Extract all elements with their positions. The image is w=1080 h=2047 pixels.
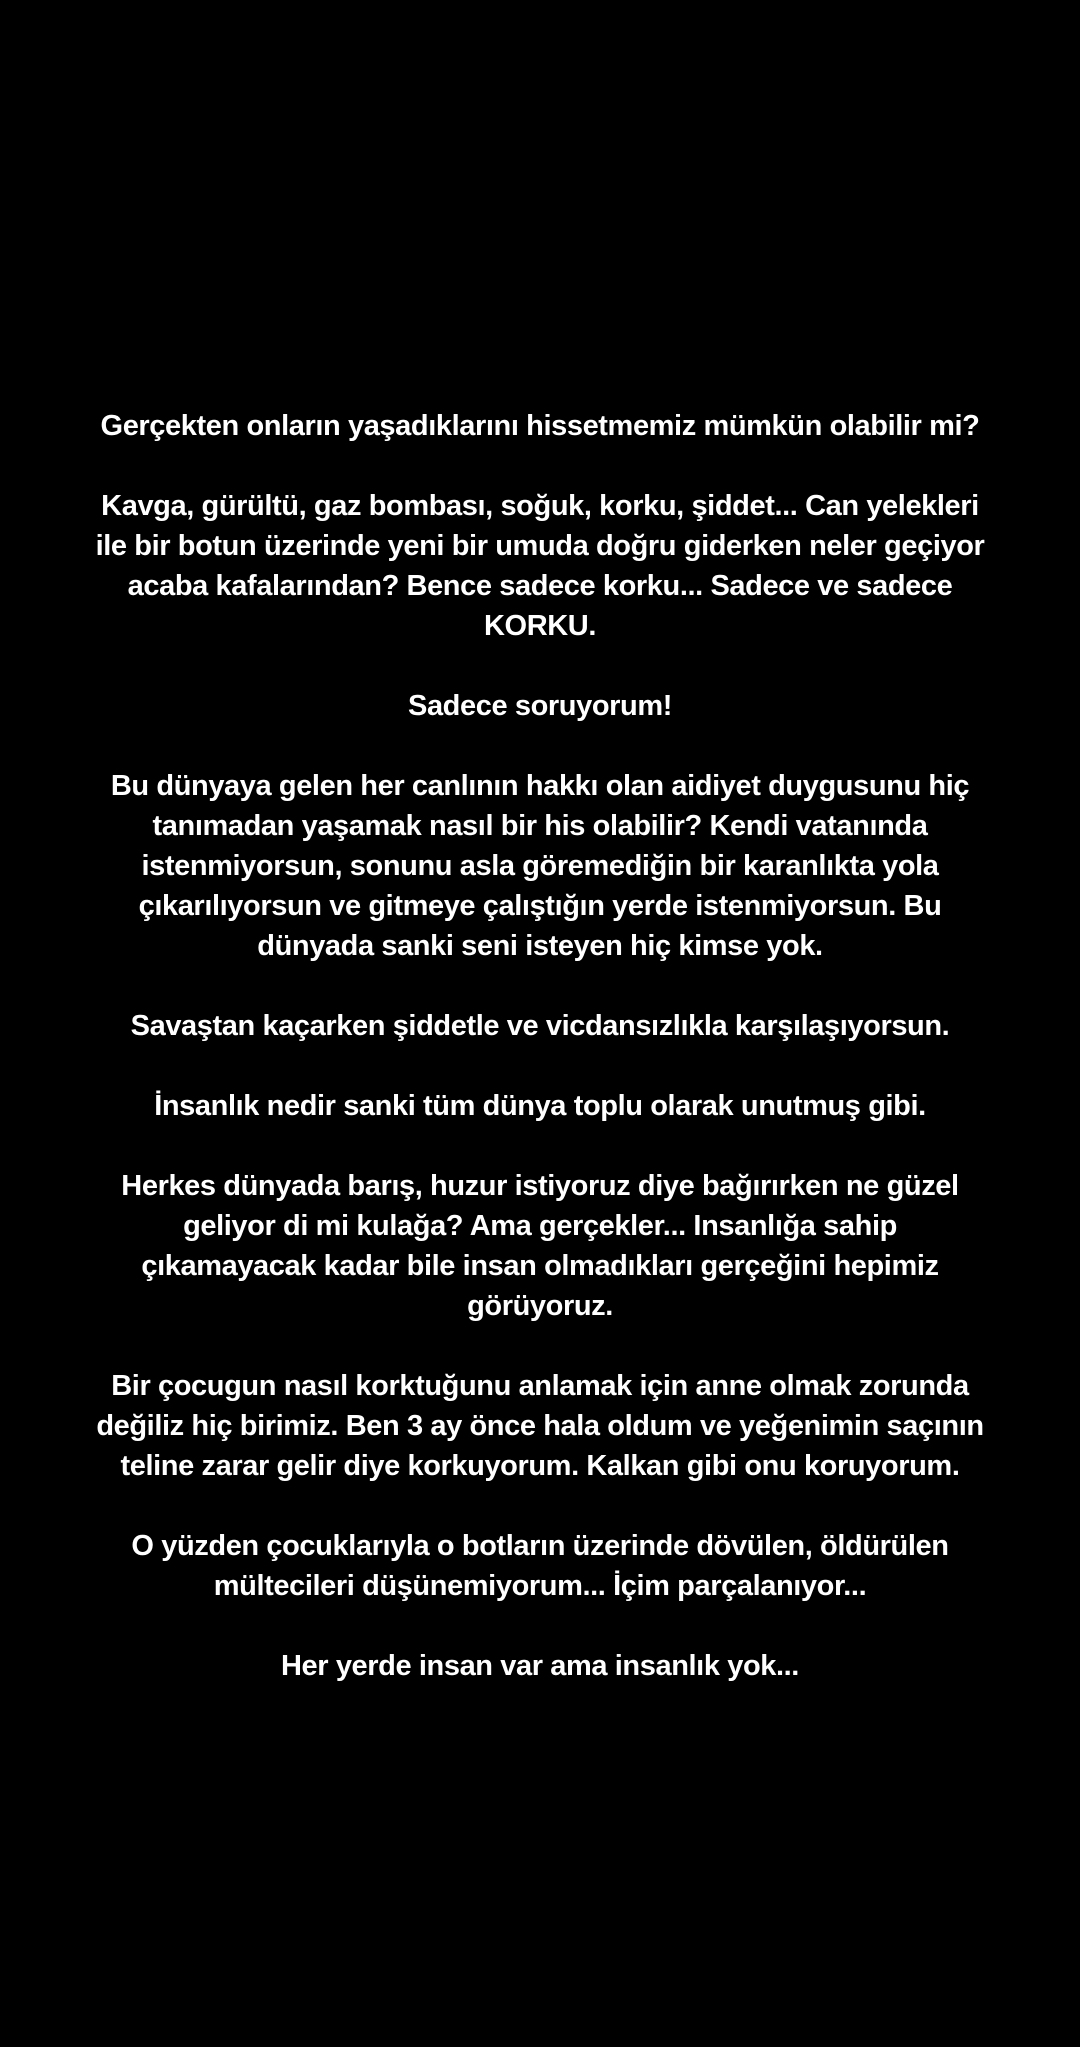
- paragraph: [28, 406, 1052, 446]
- caption-line: çıkamayacak kadar bile insan olmadıkları gerçeğini hepimiz: [141, 1250, 939, 1282]
- caption-line: değiliz hiç birimiz. Ben 3 ay önce hala oldum ve yeğenimin saçının: [96, 1410, 984, 1442]
- caption-line: Kavga, gürültü, gaz bombası, soğuk, korku, şiddet... Can yelekleri: [101, 490, 979, 522]
- caption-line: teline zarar gelir diye korkuyorum. Kalkan gibi onu koruyorum.: [120, 1450, 960, 1482]
- paragraph: [28, 1086, 1052, 1126]
- caption-line: ile bir botun üzerinde yeni bir umuda doğru giderken neler geçiyor: [95, 530, 985, 562]
- paragraph: [28, 686, 1052, 726]
- paragraph: [28, 1646, 1052, 1686]
- caption-line: Bu dünyaya gelen her canlının hakkı olan aidiyet duygusunu hiç: [110, 770, 970, 802]
- caption-line: Her yerde insan var ama insanlık yok...: [281, 1650, 799, 1682]
- caption-line: istenmiyorsun, sonunu asla göremediğin bir karanlıkta yola: [141, 850, 939, 882]
- caption-line: Herkes dünyada barış, huzur istiyoruz diye bağırırken ne güzel: [121, 1170, 959, 1202]
- caption-line: Sadece soruyorum!: [408, 690, 672, 722]
- paragraph: [28, 1526, 1052, 1606]
- caption-line: Gerçekten onların yaşadıklarını hissetmemiz mümkün olabilir mi?: [100, 410, 980, 442]
- paragraph: [28, 486, 1052, 646]
- paragraph: [28, 1166, 1052, 1326]
- paragraph: [28, 1006, 1052, 1046]
- caption-line: görüyoruz.: [467, 1290, 613, 1322]
- caption-line: Savaştan kaçarken şiddetle ve vicdansızlıkla karşılaşıyorsun.: [130, 1010, 950, 1042]
- caption-line: tanımadan yaşamak nasıl bir his olabilir? Kendi vatanında: [152, 810, 928, 842]
- caption-line: O yüzden çocuklarıyla o botların üzerinde dövülen, öldürülen: [131, 1530, 949, 1562]
- caption-line: çıkarılıyorsun ve gitmeye çalıştığın yerde istenmiyorsun. Bu: [138, 890, 942, 922]
- paragraph: [28, 1366, 1052, 1486]
- caption-line: İnsanlık nedir sanki tüm dünya toplu olarak unutmuş gibi.: [154, 1090, 926, 1122]
- caption-line: dünyada sanki seni isteyen hiç kimse yok.: [257, 930, 823, 962]
- paragraph: [28, 766, 1052, 966]
- caption-line: acaba kafalarından? Bence sadece korku... Sadece ve sadece: [127, 570, 953, 602]
- caption-line: mültecileri düşünemiyorum... İçim parçalanıyor...: [213, 1570, 867, 1602]
- caption-line: Bir çocugun nasıl korktuğunu anlamak için anne olmak zorunda: [111, 1370, 969, 1402]
- caption-line: KORKU.: [484, 610, 596, 642]
- caption-line: geliyor di mi kulağa? Ama gerçekler... Insanlığa sahip: [183, 1210, 897, 1242]
